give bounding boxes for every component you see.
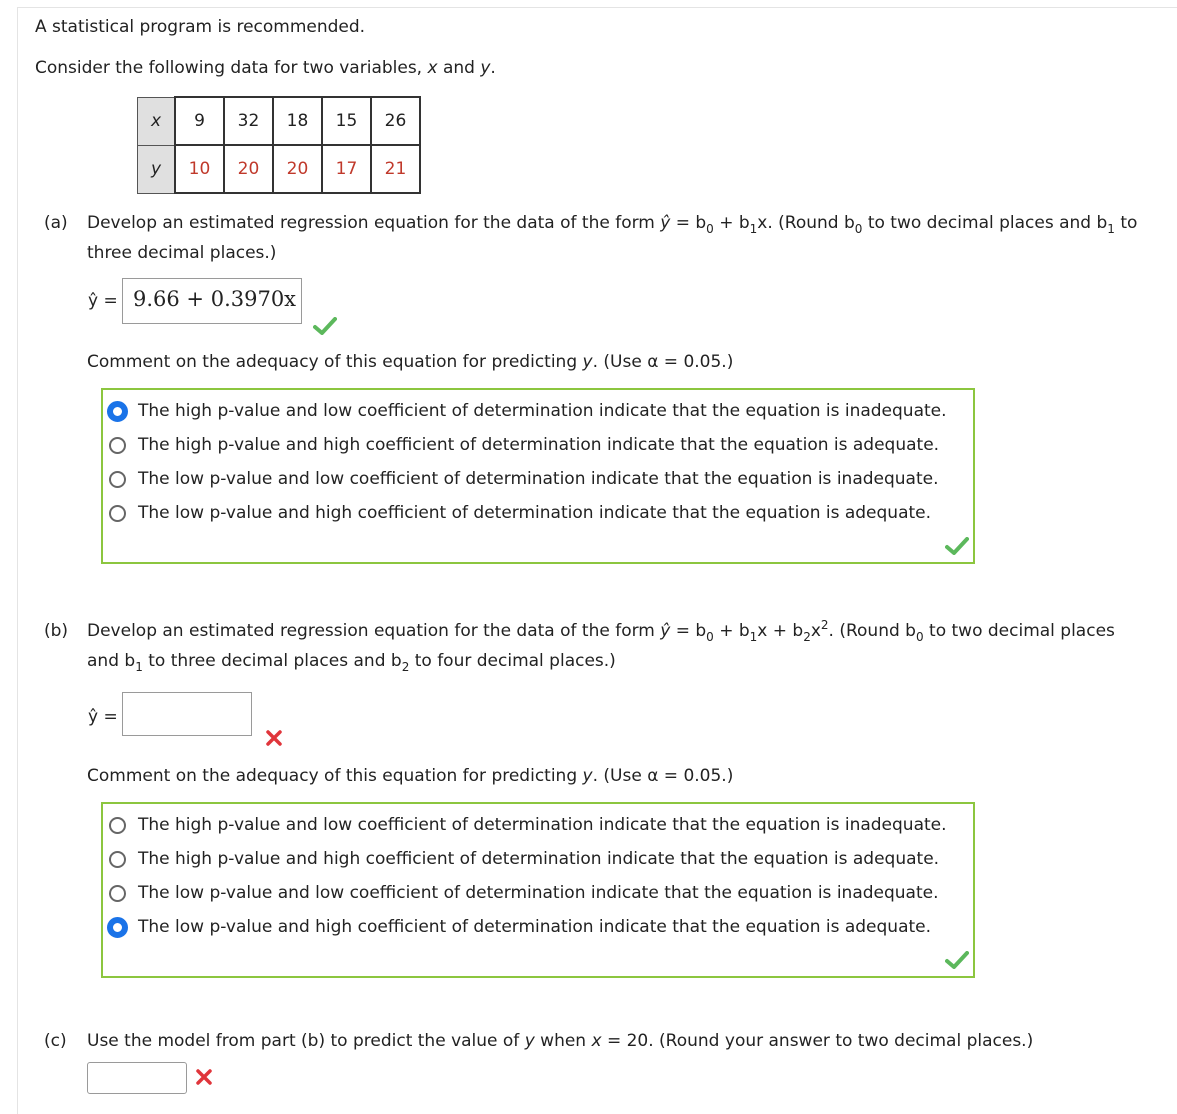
radio-icon[interactable] <box>109 437 126 454</box>
part-a-question-line2: three decimal places.) <box>87 243 277 263</box>
radio-selected-icon[interactable] <box>107 917 128 938</box>
y-header: y <box>138 145 176 193</box>
y-value: 20 <box>273 145 322 193</box>
part-b-options-box <box>101 802 975 978</box>
x-mark-icon <box>195 1068 213 1086</box>
x-mark-icon <box>265 729 283 747</box>
part-a-options-box <box>101 388 975 564</box>
part-c-answer-input[interactable] <box>87 1062 187 1094</box>
part-b-comment: Comment on the adequacy of this equation for predicting y. (Use α = 0.05.) <box>87 766 734 786</box>
table-row-x <box>138 97 421 145</box>
table-row-y <box>138 145 421 193</box>
part-b-yhat-label: ŷ = <box>88 707 118 727</box>
intro-line2: Consider the following data for two variables, x and y. <box>35 58 496 78</box>
part-a-option[interactable]: The low p-value and low coefficient of determination indicate that the equation is inadequate. <box>103 464 939 494</box>
radio-icon[interactable] <box>109 885 126 902</box>
part-b-option[interactable]: The low p-value and low coefficient of determination indicate that the equation is inadequate. <box>103 878 939 908</box>
x-value: 9 <box>175 97 224 145</box>
part-b-label: (b) <box>44 621 69 641</box>
part-b-question-line2: and $b_1$ to three decimal places and $b_2$ to four decimal places.) <box>87 651 616 674</box>
frame-left-border <box>17 7 18 1114</box>
check-icon <box>313 317 337 335</box>
check-icon <box>945 537 969 555</box>
y-value: 17 <box>322 145 371 193</box>
y-value: 10 <box>175 145 224 193</box>
radio-icon[interactable] <box>109 817 126 834</box>
part-a-option[interactable]: The high p-value and low coefficient of determination indicate that the equation is inadequate. <box>103 396 947 426</box>
x-value: 18 <box>273 97 322 145</box>
part-b-option[interactable]: The low p-value and high coefficient of determination indicate that the equation is adequate. <box>103 912 931 942</box>
part-b-answer-input[interactable] <box>122 692 252 736</box>
frame-top-border <box>17 7 1177 8</box>
part-c-question: Use the model from part (b) to predict the value of y when x = 20. (Round your answer to two decimal places.) <box>87 1031 1034 1051</box>
part-b-option[interactable]: The high p-value and low coefficient of determination indicate that the equation is inadequate. <box>103 810 947 840</box>
x-header: x <box>138 97 176 145</box>
y-value: 21 <box>371 145 420 193</box>
part-a-answer-box[interactable] <box>122 278 302 324</box>
radio-icon[interactable] <box>109 471 126 488</box>
part-a-option[interactable]: The high p-value and high coefficient of determination indicate that the equation is adequate. <box>103 430 939 460</box>
part-c-label: (c) <box>44 1031 67 1051</box>
part-b-question: Develop an estimated regression equation for the data of the form ŷ = $b_0 + b_1x + b_2x^2$. (Round $b_0$ to two decimal places <box>87 618 1115 644</box>
part-a-option[interactable]: The low p-value and high coefficient of determination indicate that the equation is adequate. <box>103 498 931 528</box>
data-table <box>137 96 421 194</box>
radio-icon[interactable] <box>109 505 126 522</box>
x-value: 15 <box>322 97 371 145</box>
part-a-question: Develop an estimated regression equation for the data of the form ŷ = $b_0 + b_1x$. (Round $b_0$ to two decimal places and $b_1$ to <box>87 213 1138 236</box>
x-value: 26 <box>371 97 420 145</box>
part-a-yhat-label: ŷ = <box>88 291 118 311</box>
part-a-answer: 9.66 + 0.3970x <box>133 287 297 311</box>
part-a-comment: Comment on the adequacy of this equation for predicting y. (Use α = 0.05.) <box>87 352 734 372</box>
radio-selected-icon[interactable] <box>107 401 128 422</box>
part-b-option[interactable]: The high p-value and high coefficient of determination indicate that the equation is adequate. <box>103 844 939 874</box>
intro-line1: A statistical program is recommended. <box>35 17 366 37</box>
x-value: 32 <box>224 97 273 145</box>
check-icon <box>945 951 969 969</box>
radio-icon[interactable] <box>109 851 126 868</box>
part-a-label: (a) <box>44 213 68 233</box>
y-value: 20 <box>224 145 273 193</box>
